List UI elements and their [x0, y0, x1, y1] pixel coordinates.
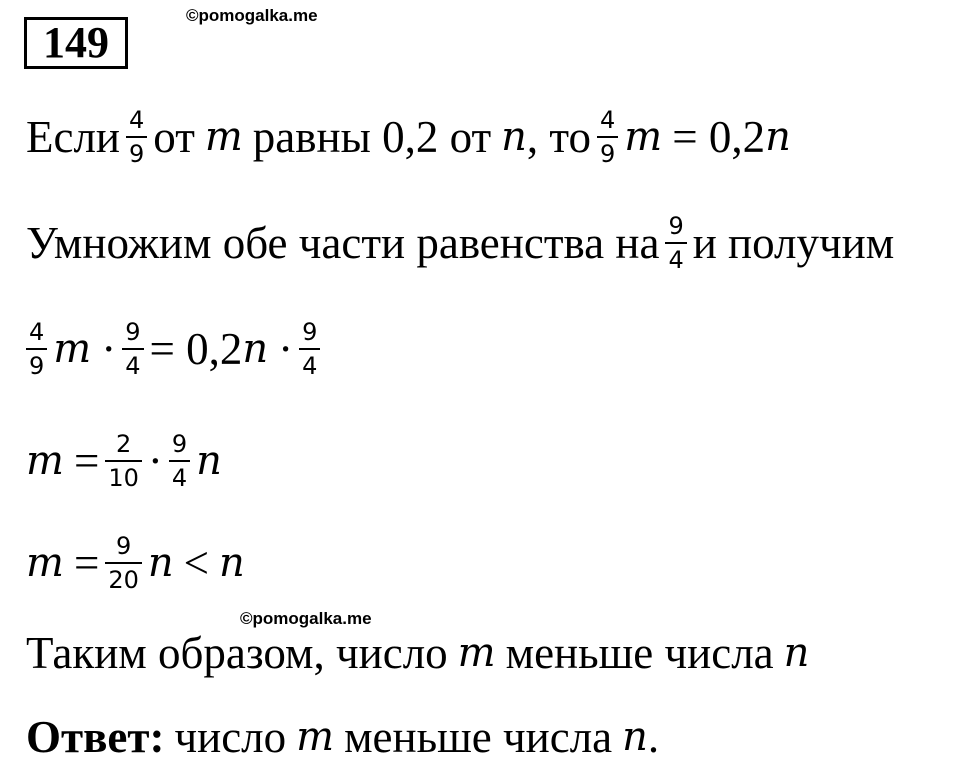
text: .: [647, 712, 660, 762]
answer-line: [26, 711, 659, 763]
text: число: [174, 712, 287, 762]
variable-n: n: [622, 714, 648, 760]
denominator: 4: [122, 348, 143, 380]
text: Если: [26, 112, 120, 162]
numerator: 9: [668, 212, 684, 240]
watermark-bottom: ©pomogalka.me: [240, 609, 372, 628]
operator: ·: [147, 436, 163, 486]
fraction: [597, 106, 618, 168]
fraction: [122, 318, 143, 380]
denominator: 9: [126, 136, 147, 168]
variable-n: n: [765, 114, 791, 160]
numerator: 4: [600, 106, 616, 134]
fraction: [26, 318, 47, 380]
numerator: 9: [171, 430, 188, 458]
variable-n: n: [242, 326, 269, 372]
numerator: 9: [125, 318, 141, 346]
text: , то: [526, 112, 591, 162]
operator: <: [183, 538, 210, 588]
problem-number: 149: [24, 17, 128, 69]
numerator: 9: [115, 532, 132, 560]
variable-n: n: [783, 630, 810, 676]
variable-n: n: [219, 540, 245, 586]
variable-m: m: [53, 326, 92, 372]
text: равны 0,2 от: [252, 112, 492, 162]
line-4: [26, 430, 222, 492]
text: =: [73, 538, 100, 588]
variable-m: m: [624, 114, 663, 160]
variable-m: m: [26, 540, 64, 586]
text: меньше числа: [505, 628, 774, 678]
variable-m: m: [26, 438, 64, 484]
answer-label: Ответ:: [26, 712, 165, 762]
variable-n: n: [147, 540, 174, 586]
numerator: 2: [115, 430, 132, 458]
text: Умножим обе части равенства на: [26, 218, 660, 268]
text: меньше числа: [344, 712, 613, 762]
fraction: [665, 212, 686, 274]
numerator: 9: [302, 318, 318, 346]
line-1: [26, 106, 791, 168]
line-2: [26, 212, 894, 274]
numerator: 4: [29, 318, 45, 346]
variable-m: m: [204, 114, 243, 160]
fraction: [105, 532, 142, 594]
text: Таким образом, число: [26, 628, 448, 678]
line-5: [26, 532, 245, 594]
operator: ·: [278, 324, 294, 374]
denominator: 9: [597, 136, 618, 168]
line-3: [26, 318, 326, 380]
variable-m: m: [457, 630, 496, 676]
fraction: [105, 430, 142, 492]
numerator: 4: [129, 106, 145, 134]
text: = 0,2: [672, 112, 766, 162]
text: = 0,2: [149, 324, 243, 374]
text: от: [153, 112, 195, 162]
operator: ·: [101, 324, 117, 374]
text: и получим: [692, 218, 895, 268]
text: =: [73, 436, 100, 486]
fraction: [299, 318, 320, 380]
denominator: 20: [105, 562, 142, 594]
fraction: [169, 430, 190, 492]
denominator: 10: [105, 460, 142, 492]
denominator: 4: [299, 348, 320, 380]
variable-n: n: [196, 438, 222, 484]
variable-m: m: [296, 714, 335, 760]
denominator: 4: [665, 242, 686, 274]
denominator: 9: [26, 348, 47, 380]
variable-n: n: [501, 114, 527, 160]
fraction: [126, 106, 147, 168]
line-6: [26, 627, 809, 679]
denominator: 4: [169, 460, 190, 492]
watermark-top: ©pomogalka.me: [186, 6, 318, 25]
